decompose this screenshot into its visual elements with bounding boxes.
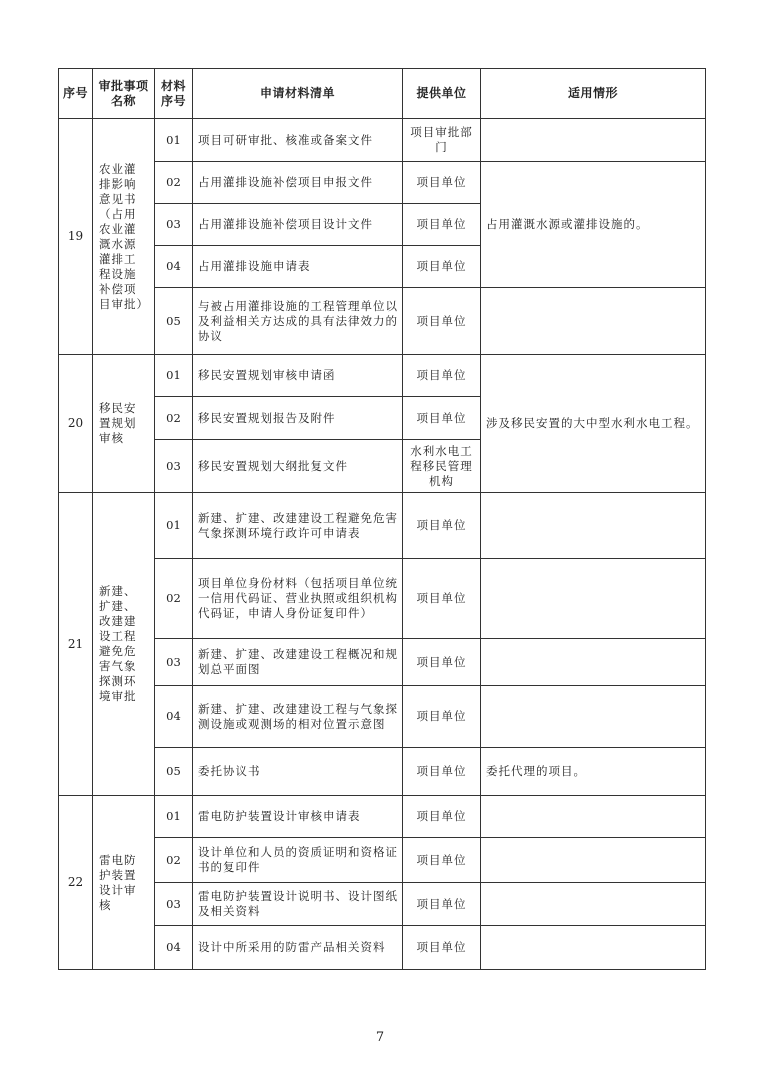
material-text: 占用灌排设施补偿项目设计文件: [193, 204, 403, 246]
material-no: 01: [155, 119, 193, 162]
item-name: 新建、扩建、改建建设工程避免危害气象探测环境审批: [93, 493, 155, 796]
situation: [481, 288, 706, 355]
provider: 项目单位: [403, 355, 481, 397]
material-no: 02: [155, 838, 193, 883]
provider: 项目单位: [403, 883, 481, 926]
material-no: 03: [155, 204, 193, 246]
page-number: 7: [375, 1030, 385, 1045]
provider: 项目单位: [403, 838, 481, 883]
provider: 项目单位: [403, 559, 481, 639]
material-text: 新建、扩建、改建建设工程避免危害气象探测环境行政许可申请表: [193, 493, 403, 559]
header-situation: 适用情形: [481, 69, 706, 119]
material-no: 04: [155, 686, 193, 748]
situation: 涉及移民安置的大中型水利水电工程。: [481, 355, 706, 493]
row-seq: 20: [59, 355, 93, 493]
situation: [481, 926, 706, 970]
material-no: 03: [155, 440, 193, 493]
material-no: 05: [155, 288, 193, 355]
material-no: 04: [155, 246, 193, 288]
material-text: 雷电防护装置设计说明书、设计图纸及相关资料: [193, 883, 403, 926]
situation: [481, 119, 706, 162]
situation: [481, 639, 706, 686]
situation: [481, 686, 706, 748]
row-seq: 19: [59, 119, 93, 355]
situation: [481, 559, 706, 639]
situation: 委托代理的项目。: [481, 748, 706, 796]
table-row: [59, 686, 706, 748]
material-text: 委托协议书: [193, 748, 403, 796]
header-item-name: 审批事项名称: [93, 69, 155, 119]
row-seq: 22: [59, 796, 93, 970]
material-text: 移民安置规划审核申请函: [193, 355, 403, 397]
row-seq: 21: [59, 493, 93, 796]
provider: 项目单位: [403, 686, 481, 748]
material-text: 与被占用灌排设施的工程管理单位以及利益相关方达成的具有法律效力的协议: [193, 288, 403, 355]
material-no: 03: [155, 883, 193, 926]
material-no: 05: [155, 748, 193, 796]
situation: 占用灌溉水源或灌排设施的。: [481, 162, 706, 288]
provider: 项目单位: [403, 162, 481, 204]
situation: [481, 796, 706, 838]
material-no: 02: [155, 162, 193, 204]
material-text: 移民安置规划大纲批复文件: [193, 440, 403, 493]
provider: 项目单位: [403, 796, 481, 838]
provider: 项目单位: [403, 288, 481, 355]
table-row: [59, 926, 706, 970]
provider: 项目单位: [403, 639, 481, 686]
table-row: [59, 355, 706, 397]
material-no: 01: [155, 355, 193, 397]
table-row: [59, 838, 706, 883]
item-name: 雷电防护装置设计审核: [93, 796, 155, 970]
table-header-row: [59, 69, 706, 119]
provider: 项目单位: [403, 246, 481, 288]
header-material-no: 材料序号: [155, 69, 193, 119]
table-row: [59, 639, 706, 686]
material-text: 移民安置规划报告及附件: [193, 397, 403, 440]
provider: 项目单位: [403, 204, 481, 246]
approval-materials-table: [58, 68, 706, 970]
table-row: [59, 883, 706, 926]
provider: 项目审批部门: [403, 119, 481, 162]
header-material-list: 申请材料清单: [193, 69, 403, 119]
item-name: 农业灌排影响意见书（占用农业灌溉水源灌排工程设施补偿项目审批）: [93, 119, 155, 355]
material-text: 设计中所采用的防雷产品相关资料: [193, 926, 403, 970]
situation: [481, 838, 706, 883]
situation: [481, 493, 706, 559]
material-text: 新建、扩建、改建建设工程与气象探测设施或观测场的相对位置示意图: [193, 686, 403, 748]
material-text: 设计单位和人员的资质证明和资格证书的复印件: [193, 838, 403, 883]
situation: [481, 883, 706, 926]
material-text: 雷电防护装置设计审核申请表: [193, 796, 403, 838]
header-seq: 序号: [59, 69, 93, 119]
material-no: 01: [155, 796, 193, 838]
material-no: 02: [155, 397, 193, 440]
material-no: 04: [155, 926, 193, 970]
material-text: 项目可研审批、核准或备案文件: [193, 119, 403, 162]
material-text: 占用灌排设施申请表: [193, 246, 403, 288]
material-text: 项目单位身份材料（包括项目单位统一信用代码证、营业执照或组织机构代码证，申请人身份证复印件）: [193, 559, 403, 639]
provider: 项目单位: [403, 926, 481, 970]
table-row: [59, 119, 706, 162]
table-row: [59, 748, 706, 796]
table-row: [59, 796, 706, 838]
table-row: [59, 493, 706, 559]
material-no: 02: [155, 559, 193, 639]
provider: 水利水电工程移民管理机构: [403, 440, 481, 493]
table-row: [59, 162, 706, 204]
material-no: 03: [155, 639, 193, 686]
item-name: 移民安置规划审核: [93, 355, 155, 493]
header-provider: 提供单位: [403, 69, 481, 119]
provider: 项目单位: [403, 397, 481, 440]
table-row: [59, 559, 706, 639]
material-text: 占用灌排设施补偿项目申报文件: [193, 162, 403, 204]
provider: 项目单位: [403, 748, 481, 796]
provider: 项目单位: [403, 493, 481, 559]
material-text: 新建、扩建、改建建设工程概况和规划总平面图: [193, 639, 403, 686]
material-no: 01: [155, 493, 193, 559]
table-row: [59, 288, 706, 355]
